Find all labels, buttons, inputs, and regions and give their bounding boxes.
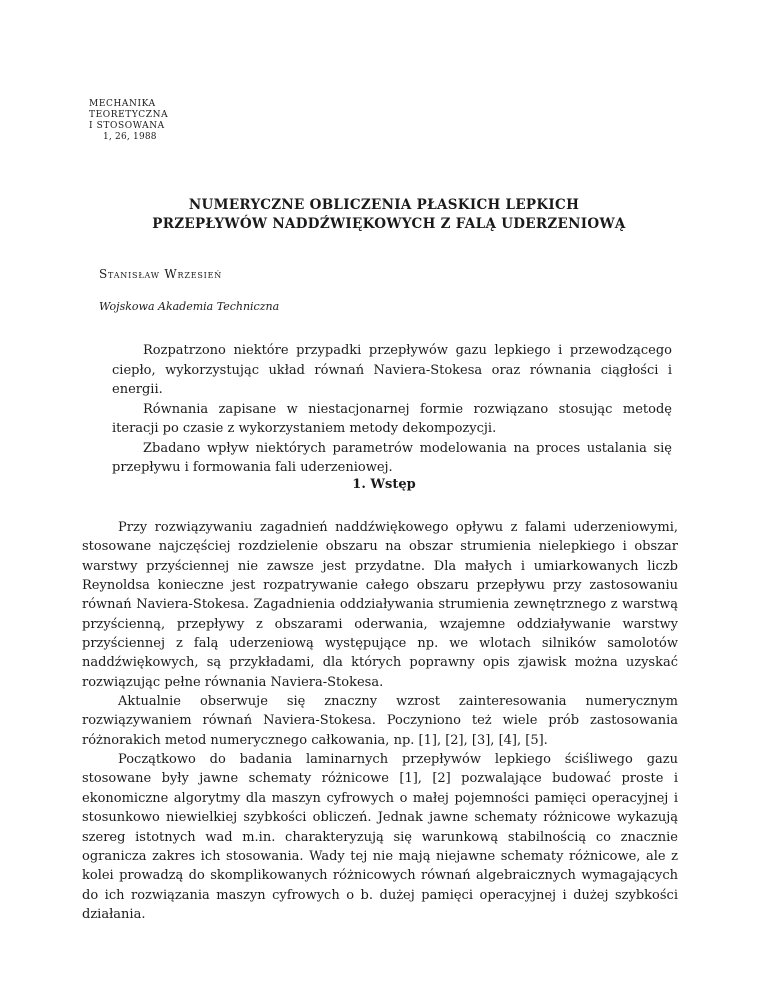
abstract-paragraph: Rozpatrzono niektóre przypadki przepływów gazu lepkiego i przewodzącego ciepło, wykorzystując układ równań Naviera-Stokesa oraz równania ciągłości i energii. bbox=[112, 343, 672, 397]
body-paragraph: Początkowo do badania laminarnych przepływów lepkiego ściśliwego gazu stosowane były jawne schematy różnicowe [1], [2] pozwalające budować proste i ekonomiczne algorytmy dla maszyn cyfrowych o małej pojemności pamięci operacyjnej i stosunkowo niewielkiej szybkości obliczeń. Jednak jawne schematy różnicowe wykazują szereg istotnych wad m.in. charakteryzują się warunkową stabilnością co znacznie ogranicza zakres ich stosowania. Wady tej nie mają niejawne schematy różnicowe, ale z kolei prowadzą do skomplikowanych różnicowych równań algebraicznych wymagających do ich rozwiązania maszyn cyfrowych o b. dużej pamięci operacyjnej i dużej szybkości działania. bbox=[82, 752, 678, 922]
body-text bbox=[82, 518, 678, 924]
journal-name-line2: TEORETYCZNA bbox=[89, 110, 169, 120]
title-line2: PRZEPŁYWÓW NADDŹWIĘKOWYCH Z FALĄ UDERZENIOWĄ bbox=[152, 216, 626, 232]
abstract bbox=[112, 341, 672, 478]
section-heading: 1. Wstęp bbox=[352, 477, 416, 492]
journal-issue: 1, 26, 1988 bbox=[103, 132, 157, 142]
journal-name-line3: I STOSOWANA bbox=[89, 121, 165, 131]
author-affiliation: Wojskowa Akademia Techniczna bbox=[99, 300, 280, 313]
body-paragraph: Przy rozwiązywaniu zagadnień naddźwiękowego opływu z falami uderzeniowymi, stosowane najczęściej rozdzielenie obszaru na obszar strumienia nielepkiego i obszar warstwy przyściennej nie zawsze jest przydatne. Dla małych i umiarkowanych liczb Reynoldsa konieczne jest rozpatrywanie całego obszaru przepływu przy zastosowaniu równań Naviera-Stokesa. Zagadnienia oddziaływania strumienia zewnętrznego z warstwą przyścienną, przepływy z obszarami oderwania, wzajemne oddziaływanie warstwy przyściennej z falą uderzeniową występujące np. we wlotach silników samolotów naddźwiękowych, są przykładami, dla których poprawny opis zjawisk można uzyskać rozwiązując pełne równania Naviera-Stokesa. bbox=[82, 520, 678, 690]
body-paragraph: Aktualnie obserwuje się znaczny wzrost zainteresowania numerycznym rozwiązywaniem równań Naviera-Stokesa. Poczyniono też wiele prób zastosowania różnorakich metod numerycznego całkowania, np. [1], [2], [3], [4], [5]. bbox=[82, 694, 678, 748]
journal-header bbox=[89, 99, 168, 143]
paper-title bbox=[0, 196, 768, 234]
abstract-paragraph: Zbadano wpływ niektórych parametrów modelowania na proces ustalania się przepływu i formowania fali uderzeniowej. bbox=[112, 440, 672, 475]
journal-name-line1: MECHANIKA bbox=[89, 99, 156, 109]
title-line1: NUMERYCZNE OBLICZENIA PŁASKICH LEPKICH bbox=[188, 197, 580, 213]
author-name: Stanisław Wrzesień bbox=[99, 267, 223, 281]
abstract-paragraph: Równania zapisane w niestacjonarnej formie rozwiązano stosując metodę iteracji po czasie z wykorzystaniem metody dekompozycji. bbox=[112, 401, 672, 436]
